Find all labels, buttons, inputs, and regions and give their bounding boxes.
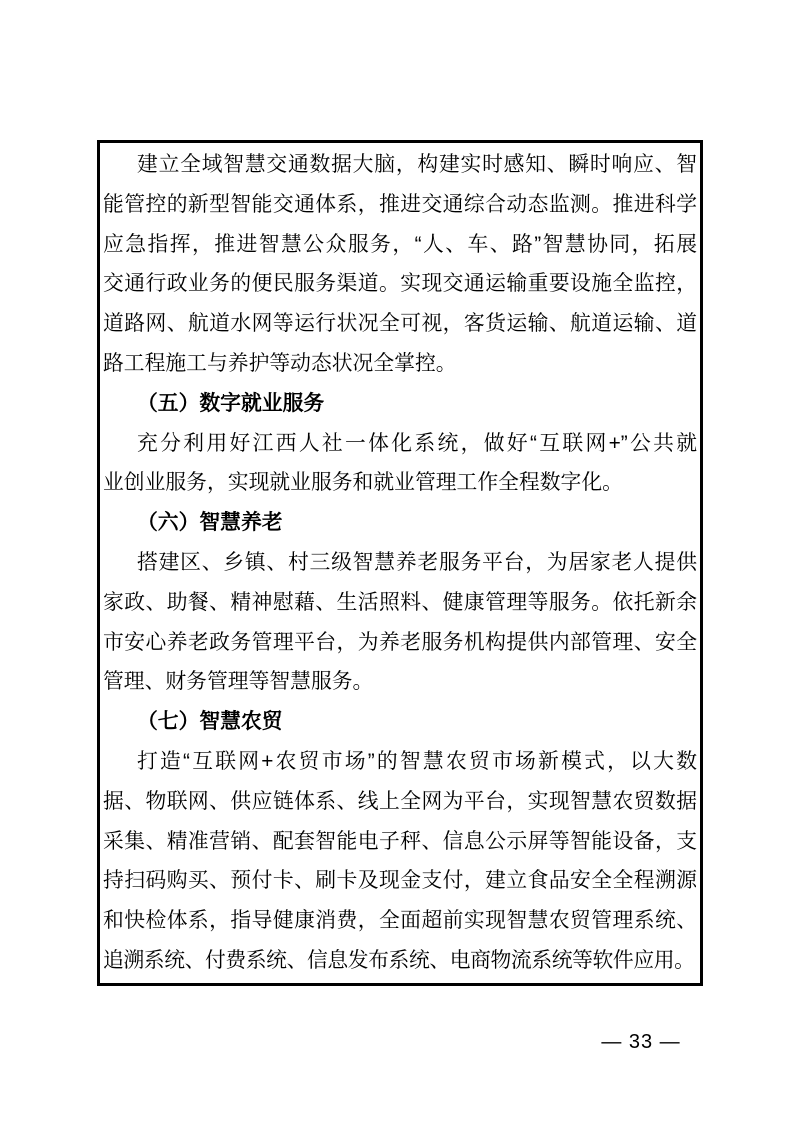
section-heading: （七）智慧农贸 — [137, 710, 283, 734]
section-heading: （六）智慧养老 — [137, 511, 283, 535]
text-line: 业创业服务，实现就业服务和就业管理工作全程数字化。 — [103, 471, 623, 495]
text-line: 和快检体系，指导健康消费，全面超前实现智慧农贸管理系统、 — [103, 909, 697, 933]
text-line: 搭建区、乡镇、村三级智慧养老服务平台，为居家老人提供 — [137, 550, 697, 574]
section-heading: （五）数字就业服务 — [137, 391, 325, 415]
text-line: 据、物联网、供应链体系、线上全网为平台，实现智慧农贸数据 — [103, 789, 697, 813]
content-border-box — [97, 140, 703, 986]
text-line: 采集、精准营销、配套智能电子秤、信息公示屏等智能设备，支 — [103, 829, 697, 853]
text-line: 充分利用好江西人社一体化系统，做好“互联网+”公共就 — [137, 431, 697, 455]
page-number: — 33 — — [601, 1031, 681, 1053]
text-line: 建立全域智慧交通数据大脑，构建实时感知、瞬时响应、智 — [137, 153, 697, 176]
text-line: 应急指挥，推进智慧公众服务，“人、车、路”智慧协同，拓展 — [103, 232, 697, 256]
text-line: 管理、财务管理等智慧服务。 — [103, 670, 374, 694]
text-line: 持扫码购买、预付卡、刷卡及现金支付，建立食品安全全程溯源 — [103, 869, 697, 893]
text-line: 市安心养老政务管理平台，为养老服务机构提供内部管理、安全 — [103, 630, 697, 654]
text-line: 打造“互联网+农贸市场”的智慧农贸市场新模式，以大数 — [137, 749, 697, 773]
text-line: 路工程施工与养护等动态状况全掌控。 — [103, 351, 457, 375]
text-line: 追溯系统、付费系统、信息发布系统、电商物流系统等软件应用。 — [103, 948, 695, 972]
text-line: 道路网、航道水网等运行状况全可视，客货运输、航道运输、道 — [103, 312, 697, 336]
text-line: 交通行政业务的便民服务渠道。实现交通运输重要设施全监控， — [103, 272, 697, 296]
text-line: 家政、助餐、精神慰藉、生活照料、健康管理等服务。依托新余 — [103, 590, 697, 614]
document-body — [103, 145, 697, 981]
text-line: 能管控的新型智能交通体系，推进交通综合动态监测。推进科学 — [103, 192, 697, 216]
